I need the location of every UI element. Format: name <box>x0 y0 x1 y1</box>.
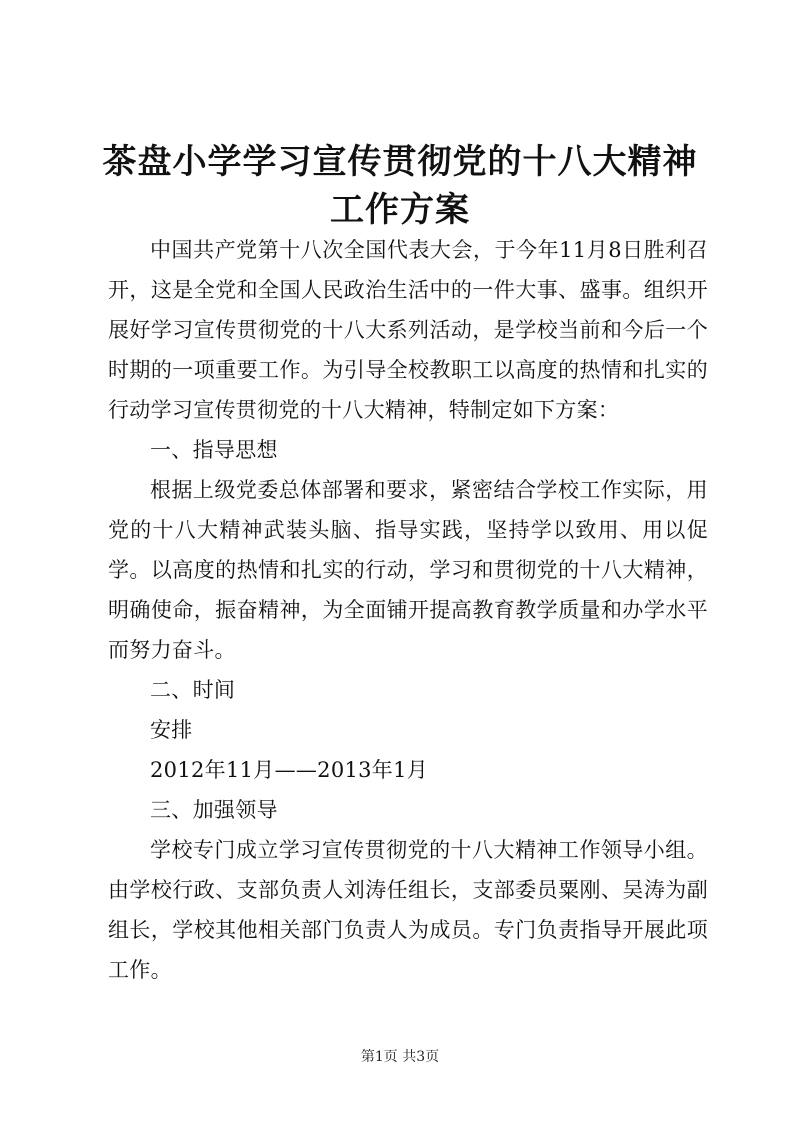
document-body <box>108 230 708 990</box>
intro-paragraph: 中国共产党第十八次全国代表大会，于今年11月8日胜利召开，这是全党和全国人民政治生活中的一件大事、盛事。组织开展好学习宣传贯彻党的十八大系列活动，是学校当前和今后一个时期的一项重要工作。为引导全校教职工以高度的热情和扎实的行动学习宣传贯彻党的十八大精神，特制定如下方案： <box>108 238 708 422</box>
leadership-paragraph: 学校专门成立学习宣传贯彻党的十八大精神工作领导小组。由学校行政、支部负责人刘涛任组长，支部委员粟刚、吴涛为副组长，学校其他相关部门负责人为成员。专门负责指导开展此项工作。 <box>108 838 708 982</box>
guiding-ideology-paragraph: 根据上级党委总体部署和要求，紧密结合学校工作实际，用党的十八大精神武装头脑、指导实践，坚持学以致用、用以促学。以高度的热情和扎实的行动，学习和贯彻党的十八大精神，明确使命，振奋精神，为全面铺开提高教育教学质量和办学水平而努力奋斗。 <box>108 478 708 662</box>
section-heading-time: 二、时间 <box>150 678 236 702</box>
page-footer: 第1页 共3页 <box>360 1049 440 1065</box>
document-title: 茶盘小学学习宣传贯彻党的十八大精神工作方案 <box>102 142 698 230</box>
section-heading-leadership: 三、加强领导 <box>150 798 278 822</box>
time-range: 2012年11月——2013年1月 <box>150 758 429 782</box>
section-heading-guiding-ideology: 一、指导思想 <box>150 438 278 462</box>
time-arrangement-label: 安排 <box>150 718 193 742</box>
